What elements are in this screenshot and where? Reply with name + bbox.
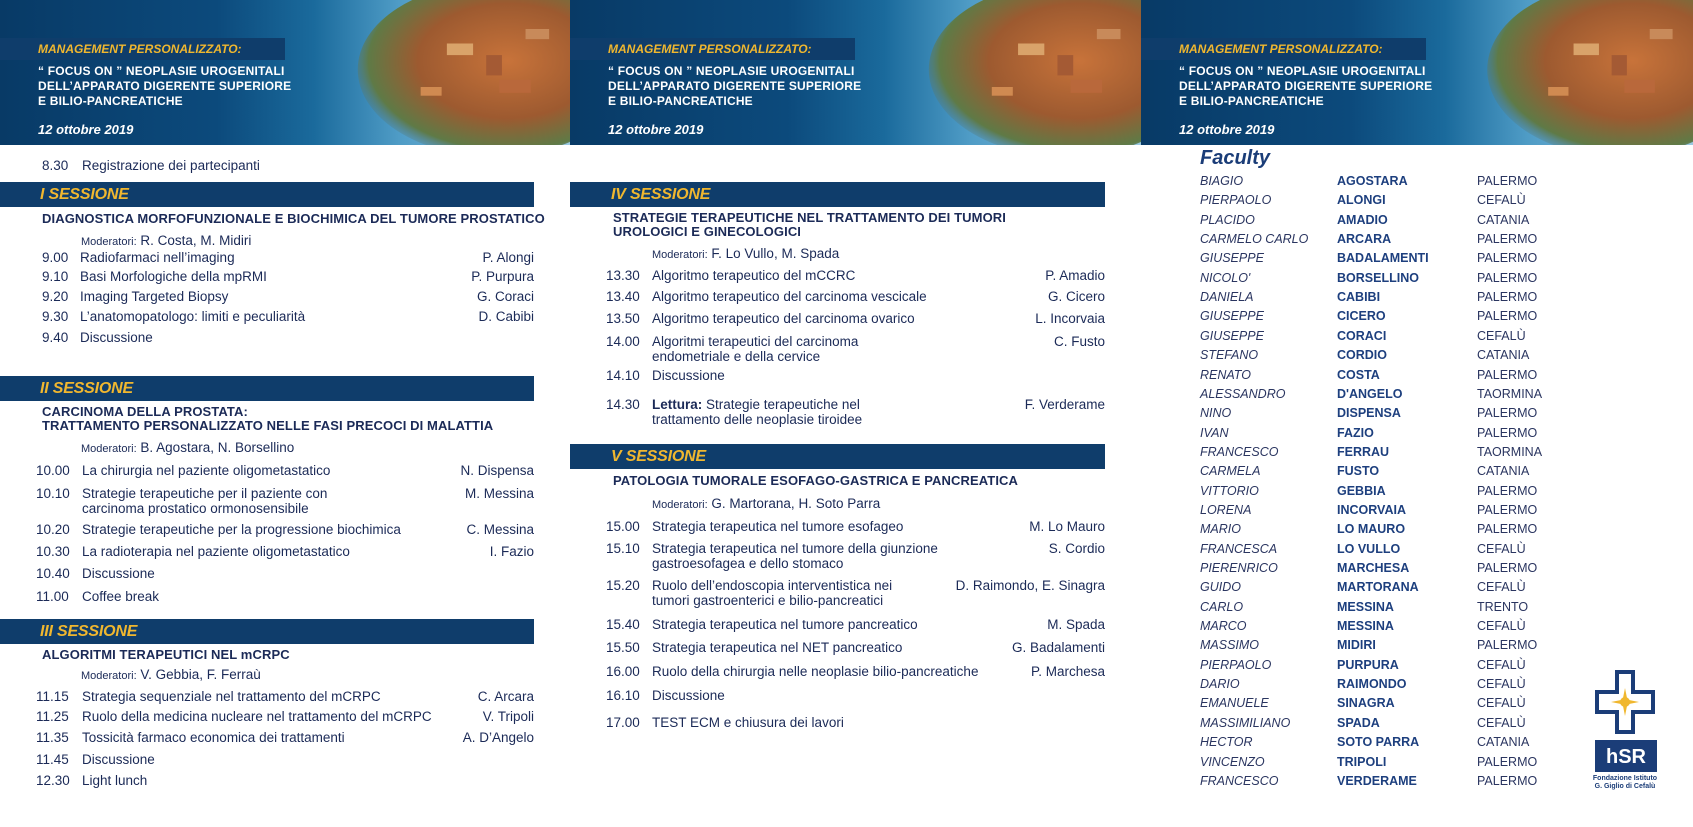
moderators (652, 246, 839, 263)
row-speaker: D. Raimondo, E. Sinagra (955, 578, 1105, 593)
row-speaker: M. Lo Mauro (1029, 519, 1105, 534)
row-speaker: G. Badalamenti (1011, 640, 1105, 655)
faculty-row (1200, 346, 1600, 365)
faculty-title: Faculty (1200, 147, 1271, 169)
row-speaker: M. Messina (464, 486, 534, 501)
faculty-city: PALERMO (1477, 270, 1538, 285)
faculty-last-name: RAIMONDO (1337, 677, 1407, 692)
faculty-city: PALERMO (1477, 773, 1538, 788)
row-time: 15.20 (606, 578, 640, 593)
faculty-city: CEFALÙ (1477, 715, 1526, 730)
row-time: 10.10 (36, 486, 70, 501)
row-desc: Strategie terapeutiche per la progressione biochimica (82, 522, 401, 537)
row-desc: Radiofarmaci nell’imaging (80, 250, 235, 265)
row-speaker: N. Dispensa (460, 463, 534, 478)
faculty-row (1200, 191, 1600, 210)
row-desc: Ruolo della medicina nucleare nel trattamento del mCRPC (82, 709, 432, 724)
moderators-names: F. Lo Vullo, M. Spada (711, 246, 840, 261)
header-title: MANAGEMENT PERSONALIZZATO: (570, 38, 855, 60)
faculty-last-name: MARCHESA (1337, 561, 1410, 575)
faculty-row (1200, 636, 1600, 655)
faculty-first-name: NINO (1200, 406, 1232, 421)
faculty-row (1200, 617, 1600, 636)
faculty-last-name: D'ANGELO (1337, 386, 1403, 401)
town-aerial-photo (913, 0, 1141, 145)
row-desc: Discussione (82, 752, 155, 767)
faculty-row (1200, 230, 1600, 249)
row-speaker: D. Cabibi (478, 309, 534, 324)
header-date: 12 ottobre 2019 (608, 122, 704, 137)
faculty-last-name: FERRAU (1337, 444, 1390, 459)
faculty-row (1200, 327, 1600, 346)
row-time: 9.00 (42, 250, 69, 265)
faculty-row (1200, 520, 1600, 539)
row-speaker: I. Fazio (489, 544, 534, 559)
session-title: PATOLOGIA TUMORALE ESOFAGO-GASTRICA E PANCREATICA (613, 473, 1019, 488)
row-desc: Algoritmo terapeutico del mCCRC (652, 268, 856, 283)
faculty-row (1200, 443, 1600, 462)
faculty-first-name: RENATO (1200, 367, 1251, 382)
row-speaker: C. Fusto (1053, 334, 1105, 349)
faculty-city: PALERMO (1477, 309, 1538, 324)
faculty-last-name: BADALAMENTI (1337, 251, 1429, 266)
faculty-city: PALERMO (1477, 367, 1538, 382)
row-desc: Tossicità farmaco economica dei trattamenti (82, 730, 345, 745)
faculty-first-name: IVAN (1200, 425, 1229, 440)
row-desc: Coffee break (82, 589, 160, 604)
header-subtitle: “ FOCUS ON ” NEOPLASIE UROGENITALI DELL’APPARATO DIGERENTE SUPERIORE E BILIO-PANCREATICHE (1179, 64, 1433, 108)
faculty-last-name: DISPENSA (1337, 406, 1401, 421)
row-desc: Strategia sequenziale nel trattamento del mCRPC (82, 689, 381, 704)
row-desc: L’anatomopatologo: limiti e peculiarità (80, 309, 306, 324)
row-speaker: P. Amadio (1045, 268, 1105, 283)
moderators-names: V. Gebbia, F. Ferraù (140, 667, 261, 682)
row-desc: Discussione (82, 566, 155, 581)
row-time: 15.00 (606, 519, 640, 534)
row-speaker: P. Alongi (482, 250, 534, 265)
session-title: STRATEGIE TERAPEUTICHE NEL TRATTAMENTO DEI TUMORI UROLOGICI E GINECOLOGICI (613, 210, 1006, 239)
header-title: MANAGEMENT PERSONALIZZATO: (1141, 38, 1426, 60)
faculty-last-name: SPADA (1337, 715, 1380, 730)
faculty-row (1200, 714, 1600, 733)
program-panel-2 (570, 0, 1141, 827)
row-time: 14.30 (606, 397, 640, 412)
faculty-row (1200, 733, 1600, 752)
row-desc: Discussione (80, 330, 153, 345)
faculty-city: CATANIA (1477, 735, 1530, 750)
row-time: 13.30 (606, 268, 640, 283)
faculty-city: PALERMO (1477, 174, 1538, 188)
faculty-last-name: ARCARA (1337, 232, 1392, 247)
faculty-row (1200, 559, 1600, 578)
faculty-last-name: MARTORANA (1337, 580, 1419, 595)
moderators-label: Moderatori: (652, 249, 708, 261)
row-time: 9.10 (42, 269, 69, 284)
faculty-first-name: GIUSEPPE (1200, 328, 1264, 343)
header-title: MANAGEMENT PERSONALIZZATO: (0, 38, 285, 60)
row-time: 8.30 (42, 158, 69, 173)
header-subtitle: “ FOCUS ON ” NEOPLASIE UROGENITALI DELL’APPARATO DIGERENTE SUPERIORE E BILIO-PANCREATICHE (38, 64, 292, 108)
row-speaker: P. Purpura (471, 269, 534, 284)
faculty-first-name: FRANCESCA (1200, 541, 1278, 556)
faculty-first-name: FRANCESCO (1200, 444, 1279, 459)
faculty-first-name: ALESSANDRO (1200, 386, 1286, 401)
row-time: 13.40 (606, 289, 640, 304)
faculty-row (1200, 675, 1600, 694)
faculty-first-name: PIERPAOLO (1200, 657, 1272, 672)
faculty-last-name: MESSINA (1337, 619, 1394, 634)
faculty-first-name: MASSIMO (1200, 638, 1260, 653)
row-time: 15.40 (606, 617, 640, 632)
faculty-city: TAORMINA (1477, 386, 1543, 401)
session-bar: I SESSIONE (0, 182, 534, 207)
faculty-last-name: INCORVAIA (1337, 502, 1406, 517)
moderators-names: G. Martorana, H. Soto Parra (711, 496, 881, 511)
faculty-first-name: LORENA (1200, 502, 1252, 517)
moderators (81, 440, 294, 457)
faculty-row (1200, 694, 1600, 713)
row-desc (652, 397, 862, 427)
faculty-first-name: HECTOR (1200, 735, 1253, 750)
faculty-city: CEFALÙ (1477, 328, 1526, 343)
faculty-city: CEFALÙ (1477, 541, 1526, 556)
row-time: 14.10 (606, 368, 640, 383)
header-date: 12 ottobre 2019 (1179, 122, 1275, 137)
faculty-city: PALERMO (1477, 290, 1538, 305)
faculty-last-name: COSTA (1337, 367, 1380, 382)
row-speaker: V. Tripoli (482, 709, 534, 724)
faculty-city: CEFALÙ (1477, 580, 1526, 595)
row-time: 13.50 (606, 311, 640, 326)
row-desc: Ruolo della chirurgia nelle neoplasie bilio-pancreatiche (652, 664, 979, 679)
session-bar: II SESSIONE (0, 376, 534, 401)
moderators (652, 496, 880, 513)
faculty-first-name: CARMELO CARLO (1200, 232, 1309, 247)
row-desc: La chirurgia nel paziente oligometastatico (82, 463, 331, 478)
row-desc: Strategia terapeutica nel NET pancreatico (652, 640, 903, 655)
faculty-row (1200, 578, 1600, 597)
town-aerial-photo (342, 0, 570, 145)
faculty-last-name: TRIPOLI (1337, 754, 1387, 769)
row-speaker: F. Verderame (1024, 397, 1105, 412)
faculty-first-name: DANIELA (1200, 290, 1254, 305)
faculty-first-name: STEFANO (1200, 348, 1259, 363)
row-desc: Registrazione dei partecipanti (82, 158, 260, 173)
faculty-first-name: GIUSEPPE (1200, 309, 1264, 324)
faculty-city: CEFALÙ (1477, 696, 1526, 711)
row-desc: Light lunch (82, 773, 148, 788)
row-desc: Strategia terapeutica nel tumore pancreatico (652, 617, 918, 632)
session-title: DIAGNOSTICA MORFOFUNZIONALE E BIOCHIMICA DEL TUMORE PROSTATICO (42, 211, 545, 226)
faculty-row (1200, 540, 1600, 559)
faculty-row (1200, 656, 1600, 675)
faculty-last-name: CORDIO (1337, 348, 1387, 363)
session-title: ALGORITMI TERAPEUTICI NEL mCRPC (42, 647, 290, 662)
row-time: 11.15 (36, 689, 69, 704)
faculty-row (1200, 598, 1600, 617)
faculty-city: CEFALÙ (1477, 619, 1526, 634)
faculty-row (1200, 424, 1600, 443)
faculty-first-name: GIUSEPPE (1200, 251, 1264, 266)
faculty-last-name: SINAGRA (1337, 696, 1395, 711)
faculty-city: TAORMINA (1477, 444, 1543, 459)
faculty-city: CEFALÙ (1477, 677, 1526, 692)
faculty-row (1200, 172, 1600, 191)
row-time: 11.45 (36, 752, 69, 767)
moderators-label: Moderatori: (81, 236, 137, 248)
row-speaker: C. Messina (466, 522, 534, 537)
faculty-last-name: VERDERAME (1337, 773, 1417, 788)
row-desc: Ruolo dell’endoscopia interventistica nei tumori gastroenterici e bilio-pancreatici (652, 578, 893, 608)
faculty-row (1200, 307, 1600, 326)
faculty-row (1200, 288, 1600, 307)
faculty-last-name: CORACI (1337, 328, 1387, 343)
row-speaker: S. Cordio (1048, 541, 1105, 556)
row-desc: Strategia terapeutica nel tumore della giunzione gastroesofagea e dello stomaco (652, 541, 938, 571)
faculty-city: CEFALÙ (1477, 657, 1526, 672)
faculty-first-name: BIAGIO (1200, 174, 1244, 188)
row-time: 14.00 (606, 334, 640, 349)
faculty-first-name: CARMELA (1200, 464, 1261, 479)
header-banner (0, 0, 570, 145)
row-time: 11.00 (36, 589, 69, 604)
row-time: 17.00 (606, 715, 640, 730)
faculty-row (1200, 482, 1600, 501)
row-time: 10.30 (36, 544, 70, 559)
faculty-row (1200, 385, 1600, 404)
faculty-city: TRENTO (1477, 599, 1529, 614)
faculty-row (1200, 269, 1600, 288)
faculty-first-name: VINCENZO (1200, 754, 1265, 769)
moderators (81, 667, 261, 684)
faculty-last-name: AMADIO (1337, 212, 1388, 227)
faculty-last-name: LO VULLO (1337, 541, 1401, 556)
header-banner (1141, 0, 1693, 145)
faculty-last-name: AGOSTARA (1337, 174, 1408, 188)
row-speaker: A. D’Angelo (462, 730, 534, 745)
faculty-row (1200, 772, 1600, 791)
faculty-last-name: PURPURA (1337, 657, 1399, 672)
faculty-row (1200, 211, 1600, 230)
header-banner (570, 0, 1141, 145)
faculty-city: PALERMO (1477, 502, 1538, 517)
row-desc: Strategia terapeutica nel tumore esofageo (652, 519, 904, 534)
svg-text:hSR: hSR (1606, 746, 1646, 768)
row-speaker: C. Arcara (477, 689, 534, 704)
header-date: 12 ottobre 2019 (38, 122, 134, 137)
row-speaker: G. Coraci (476, 289, 534, 304)
row-time: 10.40 (36, 566, 70, 581)
session-bar: V SESSIONE (570, 444, 1105, 469)
faculty-first-name: PIERPAOLO (1200, 193, 1272, 208)
faculty-first-name: MARIO (1200, 522, 1241, 537)
session-bar: IV SESSIONE (570, 182, 1105, 207)
logo-caption: Fondazione Istituto G. Giglio di Cefalù (1592, 775, 1658, 790)
moderators-label: Moderatori: (81, 670, 137, 682)
faculty-row (1200, 404, 1600, 423)
row-time: 15.50 (606, 640, 640, 655)
row-speaker: P. Marchesa (1030, 664, 1105, 679)
moderators-label: Moderatori: (81, 443, 137, 455)
moderators-label: Moderatori: (652, 499, 708, 511)
faculty-city: PALERMO (1477, 425, 1538, 440)
faculty-last-name: MIDIRI (1337, 638, 1376, 653)
session-bar: III SESSIONE (0, 619, 534, 644)
faculty-last-name: BORSELLINO (1337, 270, 1419, 285)
faculty-city: PALERMO (1477, 754, 1538, 769)
row-time: 10.00 (36, 463, 70, 478)
faculty-last-name: CICERO (1337, 309, 1386, 324)
row-desc: Strategie terapeutiche per il paziente con carcinoma prostatico ormonosensibile (82, 486, 328, 516)
faculty-first-name: FRANCESCO (1200, 773, 1279, 788)
row-desc: Algoritmo terapeutico del carcinoma ovarico (652, 311, 915, 326)
faculty-city: PALERMO (1477, 251, 1538, 266)
session-title: CARCINOMA DELLA PROSTATA: TRATTAMENTO PERSONALIZZATO NELLE FASI PRECOCI DI MALATTIA (42, 404, 494, 433)
faculty-city: CATANIA (1477, 464, 1530, 479)
row-time: 16.10 (606, 688, 640, 703)
faculty-city: PALERMO (1477, 232, 1538, 247)
row-time: 10.20 (36, 522, 70, 537)
faculty-last-name: LO MAURO (1337, 522, 1406, 537)
row-desc: La radioterapia nel paziente oligometastatico (82, 544, 350, 559)
faculty-last-name: ALONGI (1337, 193, 1386, 208)
faculty-first-name: PIERENRICO (1200, 561, 1278, 575)
row-time: 11.35 (36, 730, 69, 745)
moderators (81, 233, 251, 250)
faculty-city: PALERMO (1477, 638, 1538, 653)
row-time: 12.30 (36, 773, 70, 788)
faculty-row (1200, 462, 1600, 481)
row-desc: Discussione (652, 368, 725, 383)
faculty-first-name: EMANUELE (1200, 696, 1269, 711)
row-desc: Algoritmo terapeutico del carcinoma vescicale (652, 289, 927, 304)
row-time: 11.25 (36, 709, 69, 724)
lecture-desc: Strategie terapeutiche nel trattamento delle neoplasie tiroidee (652, 397, 863, 427)
faculty-first-name: GUIDO (1200, 580, 1241, 595)
header-subtitle: “ FOCUS ON ” NEOPLASIE UROGENITALI DELL’APPARATO DIGERENTE SUPERIORE E BILIO-PANCREATICHE (608, 64, 862, 108)
faculty-city: CATANIA (1477, 212, 1530, 227)
faculty-city: CATANIA (1477, 348, 1530, 363)
faculty-first-name: VITTORIO (1200, 483, 1259, 498)
faculty-row (1200, 249, 1600, 268)
faculty-row (1200, 501, 1600, 520)
row-desc: Imaging Targeted Biopsy (80, 289, 229, 304)
row-time: 9.40 (42, 330, 69, 345)
faculty-city: PALERMO (1477, 406, 1538, 421)
faculty-first-name: NICOLO' (1200, 270, 1251, 285)
row-desc: Algoritmi terapeutici del carcinoma endometriale e della cervice (652, 334, 859, 364)
faculty-row (1200, 753, 1600, 772)
row-speaker: L. Incorvaia (1035, 311, 1105, 326)
faculty-last-name: CABIBI (1337, 290, 1381, 305)
row-time: 15.10 (606, 541, 640, 556)
row-time: 9.30 (42, 309, 69, 324)
faculty-first-name: CARLO (1200, 599, 1244, 614)
row-time: 9.20 (42, 289, 69, 304)
faculty-last-name: FAZIO (1337, 425, 1374, 440)
moderators-names: B. Agostara, N. Borsellino (140, 440, 295, 455)
row-speaker: M. Spada (1047, 617, 1105, 632)
faculty-first-name: DARIO (1200, 677, 1240, 692)
faculty-first-name: PLACIDO (1200, 212, 1255, 227)
faculty-last-name: SOTO PARRA (1337, 735, 1420, 750)
faculty-last-name: GEBBIA (1337, 483, 1386, 498)
faculty-first-name: MASSIMILIANO (1200, 715, 1291, 730)
town-aerial-photo (1472, 0, 1693, 145)
faculty-first-name: MARCO (1200, 619, 1247, 634)
row-desc: TEST ECM e chiusura dei lavori (652, 715, 844, 730)
row-speaker: G. Cicero (1047, 289, 1105, 304)
faculty-last-name: MESSINA (1337, 599, 1394, 614)
row-desc: Basi Morfologiche della mpRMI (80, 269, 267, 284)
lecture-label: Lettura: (652, 397, 703, 412)
faculty-city: PALERMO (1477, 522, 1538, 537)
row-desc: Discussione (652, 688, 725, 703)
program-panel-1 (0, 0, 570, 827)
faculty-city: PALERMO (1477, 561, 1538, 575)
row-time: 16.00 (606, 664, 640, 679)
faculty-last-name: FUSTO (1337, 464, 1380, 479)
moderators-names: R. Costa, M. Midiri (140, 233, 252, 248)
faculty-row (1200, 366, 1600, 385)
faculty-city: CEFALÙ (1477, 193, 1526, 208)
faculty-city: PALERMO (1477, 483, 1538, 498)
